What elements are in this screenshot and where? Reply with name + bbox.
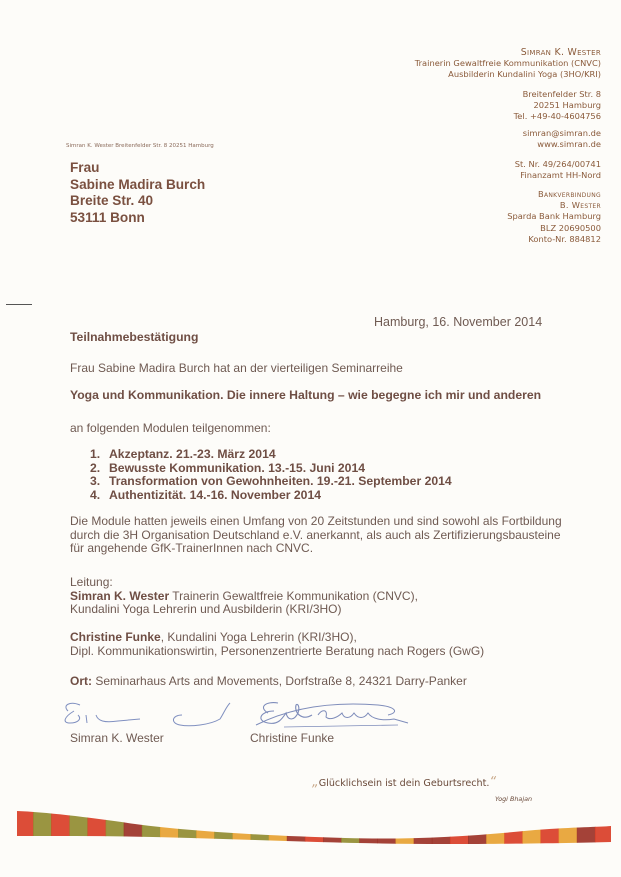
- signature-name-right: Christine Funke: [250, 731, 335, 745]
- stripe-segment: [88, 810, 107, 846]
- letterhead-email: simran@simran.de: [522, 128, 601, 139]
- stripe-segment: [414, 810, 433, 846]
- letterhead-bank-label: Bankverbindung: [537, 189, 601, 200]
- stripe-segment: [486, 810, 505, 846]
- letterhead-city: 20251 Hamburg: [533, 99, 601, 110]
- letter-date: Hamburg, 16. November 2014: [374, 315, 543, 329]
- stripe-segment: [287, 810, 306, 846]
- stripe-segment: [214, 810, 233, 846]
- letterhead-tax-office: Finanzamt HH-Nord: [520, 169, 601, 180]
- accreditation-paragraph: [70, 515, 562, 556]
- stripe-segment: [341, 810, 360, 846]
- subject-heading: Teilnahmebestätigung: [70, 330, 199, 344]
- letterhead-bank-holder: B. Wester: [559, 200, 601, 211]
- letterhead-tax-no: St. Nr. 49/264/00741: [514, 158, 601, 169]
- letterhead-name: Simran K. Wester: [520, 47, 601, 58]
- stripe-segment: [196, 810, 215, 846]
- module-number: 2.: [90, 460, 101, 475]
- letterhead-street: Breitenfelder Str. 8: [522, 88, 601, 99]
- funke-desc-2: Dipl. Kommunikationswirtin, Personenzentrierte Beratung nach Rogers (GwG): [70, 643, 485, 658]
- signature-wester: [60, 697, 240, 731]
- funke-desc-1: , Kundalini Yoga Lehrerin (KRI/3HO),: [160, 630, 357, 644]
- letterhead-phone: Tel. +49-40-4604756: [513, 111, 601, 122]
- recipient-name: Sabine Madira Burch: [70, 176, 206, 192]
- recipient-address: [70, 160, 205, 226]
- stripe-segment: [15, 810, 34, 846]
- funke-section: [70, 631, 484, 658]
- module-number: 3.: [90, 474, 101, 489]
- paragraph-line-1: Die Module hatten jeweils einen Umfang von 20 Zeitstunden und sind sowohl als Fortbildung: [70, 514, 562, 528]
- stripe-segment: [504, 810, 523, 846]
- stripe-segment: [178, 810, 197, 846]
- module-number: 4.: [90, 487, 101, 502]
- letterhead-blz: BLZ 20690500: [540, 222, 601, 233]
- location-line: [70, 674, 467, 688]
- modules-intro: an folgenden Modulen teilgenommen:: [70, 421, 271, 435]
- stripe-segment: [305, 810, 324, 846]
- stripe-segment: [396, 810, 415, 846]
- stripe-segment: [51, 810, 70, 846]
- paragraph-line-2: durch die 3H Organisation Deutschland e.V. anerkannt, als auch als Zertifizierungsbausteine: [70, 527, 561, 542]
- recipient-street: Breite Str. 40: [70, 193, 154, 208]
- stripe-segment: [251, 810, 270, 846]
- sender-line: Simran K. Wester Breitenfelder Str. 8 20251 Hamburg: [66, 143, 214, 149]
- quote-close-mark: “: [489, 775, 497, 790]
- stripe-segment: [541, 810, 560, 846]
- stripe-segment: [577, 810, 596, 846]
- quote-text: Glücklichsein ist dein Geburtsrecht.: [318, 778, 490, 789]
- stripe-segment: [359, 810, 378, 846]
- stripe-segment: [468, 810, 487, 846]
- modules-list: [90, 448, 452, 502]
- recipient-salutation: Frau: [70, 160, 100, 175]
- module-item: [90, 462, 452, 476]
- signature-funke: [248, 697, 418, 731]
- signature-name-left: Simran K. Wester: [70, 731, 164, 745]
- series-title: Yoga und Kommunikation. Die innere Haltung – wie begegne ich mir und anderen: [70, 388, 542, 402]
- quote-author: Yogi Bhajan: [495, 795, 533, 803]
- module-text: Bewusste Kommunikation. 13.-15. Juni 2014: [109, 460, 366, 475]
- letterhead-account: Konto-Nr. 884812: [528, 233, 601, 244]
- letterhead-title-2: Ausbilderin Kundalini Yoga (3HO/KRI): [448, 69, 601, 80]
- leitung-label: Leitung:: [70, 575, 113, 589]
- stripe-segment: [377, 810, 396, 846]
- stripe-segment: [595, 810, 613, 846]
- paragraph-line-3: für angehende GfK-TrainerInnen nach CNVC.: [70, 541, 314, 556]
- stripe-segment: [124, 810, 143, 846]
- module-item: [90, 489, 452, 503]
- stripe-segment: [269, 810, 288, 846]
- quote-open-mark: „: [312, 775, 319, 790]
- stripe-segment: [559, 810, 578, 846]
- module-text: Akzeptanz. 21.-23. März 2014: [109, 447, 276, 461]
- ort-label: Ort:: [70, 674, 92, 688]
- wester-desc-1: Trainerin Gewaltfreie Kommunikation (CNVC),: [169, 588, 418, 603]
- stripe-segment: [522, 810, 541, 846]
- stripe-segment: [69, 810, 88, 846]
- wester-name: Simran K. Wester: [70, 588, 170, 603]
- stripe-segment: [142, 810, 161, 846]
- letterhead-bank-name: Sparda Bank Hamburg: [507, 211, 601, 222]
- quote: [312, 775, 496, 790]
- letterhead: [415, 47, 601, 251]
- letterhead-web: www.simran.de: [537, 139, 601, 150]
- stripe-segment: [323, 810, 342, 846]
- stripe-segment: [432, 810, 451, 846]
- module-item: [90, 448, 452, 462]
- stripe-segment: [160, 810, 179, 846]
- wester-desc-2: Kundalini Yoga Lehrerin und Ausbilderin (KRI/3HO): [70, 602, 342, 617]
- funke-name: Christine Funke: [70, 630, 161, 644]
- module-text: Authentizität. 14.-16. November 2014: [109, 487, 321, 502]
- module-number: 1.: [90, 447, 101, 461]
- recipient-city: 53111 Bonn: [70, 209, 145, 225]
- module-text: Transformation von Gewohnheiten. 19.-21. September 2014: [109, 474, 452, 489]
- stripe-segment: [106, 810, 125, 846]
- module-item: [90, 475, 452, 489]
- intro-text: Frau Sabine Madira Burch hat an der vierteiligen Seminarreihe: [70, 361, 403, 375]
- letterhead-title-1: Trainerin Gewaltfreie Kommunikation (CNVC): [414, 58, 601, 69]
- ort-value: Seminarhaus Arts and Movements, Dorfstraße 8, 24321 Darry-Panker: [92, 674, 467, 688]
- fold-mark: [6, 304, 32, 305]
- leitung-section: [70, 576, 418, 617]
- stripe-segment: [233, 810, 252, 846]
- stripe-segments: [15, 810, 613, 846]
- stripe-segment: [450, 810, 469, 846]
- stripe-segment: [33, 810, 52, 846]
- decorative-color-stripe: [15, 810, 613, 846]
